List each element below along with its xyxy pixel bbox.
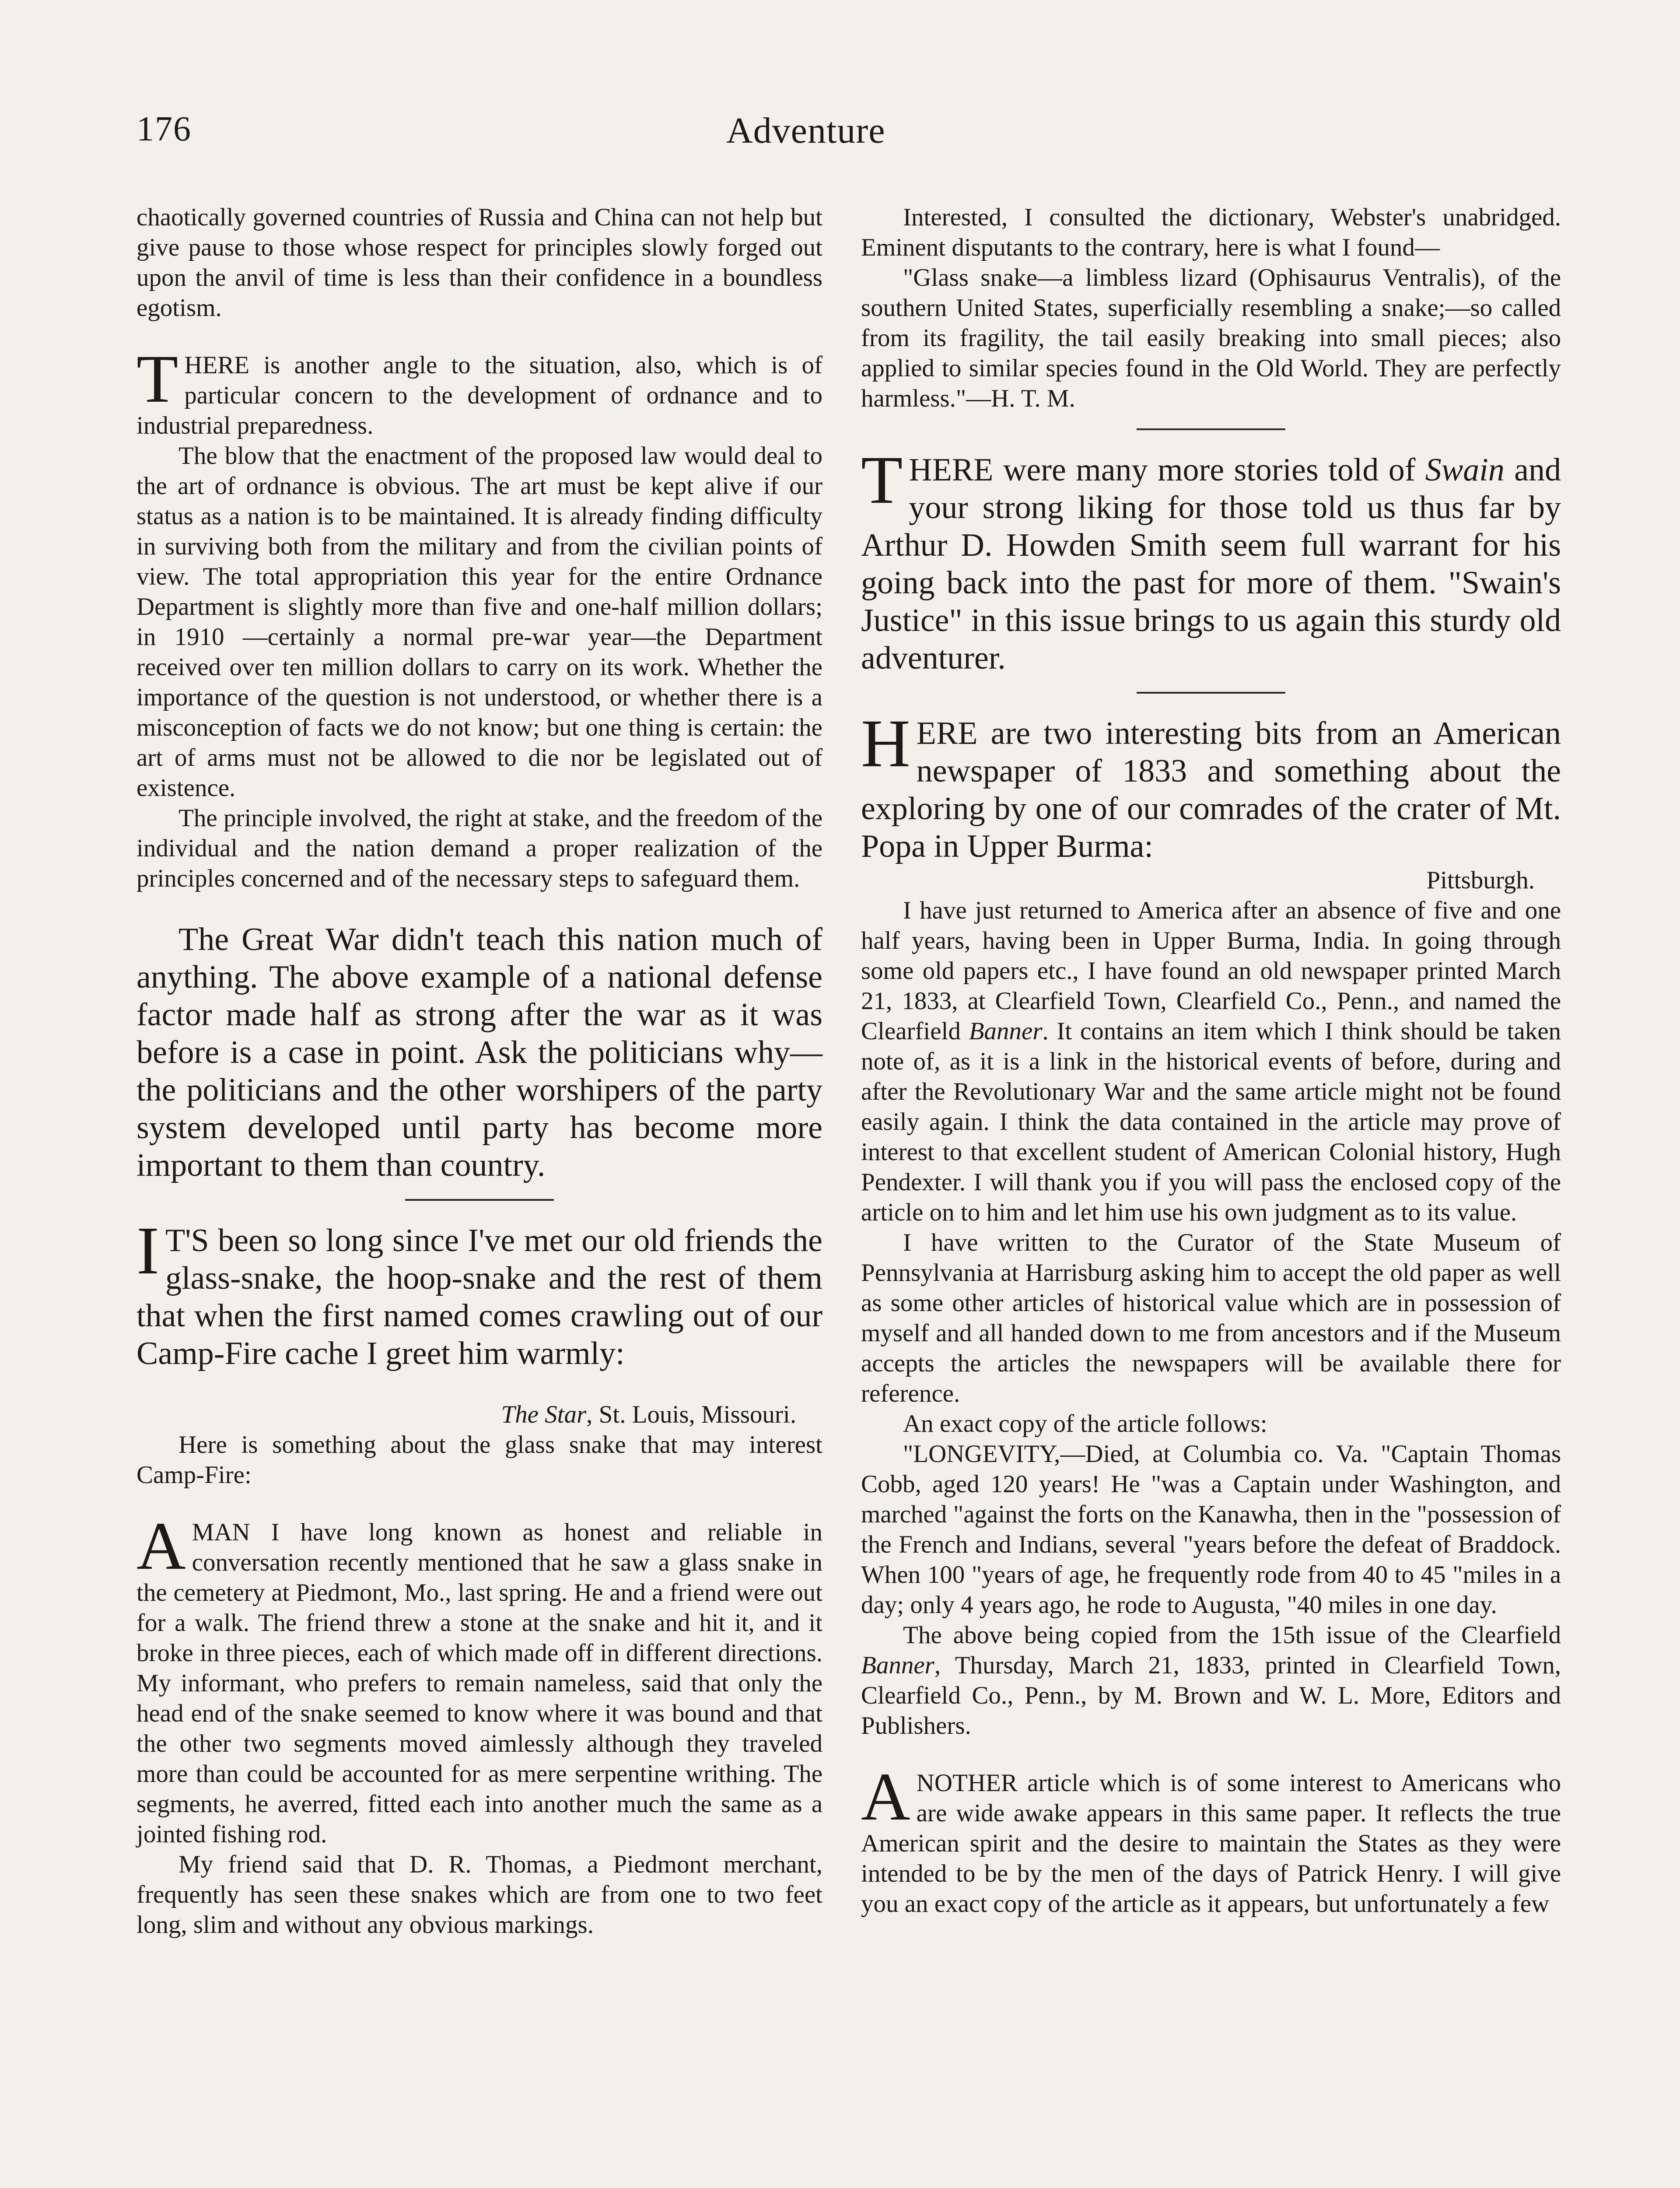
dateline [136,1399,822,1430]
paragraph [136,341,822,441]
quotation: "LONGEVITY,—Died, at Columbia co. Va. "Captain Thomas Cobb, aged 120 years! He "was a Captain under Washington, and marched "against the forts on the Kanawha, then in the "possession of the French and Indians, several "years before the defeat of Braddock. When 100 "years of age, he frequently rode from 40 to 45 "miles in a day; only 4 years ago, he rode to Augusta, "40 miles in one day. [861,1440,1561,1619]
paragraph [136,1508,822,1849]
paragraph-text: HERE were many more stories told of [909,452,1425,488]
page-number: 176 [136,110,192,148]
drop-cap: A [136,1508,186,1584]
paragraph: I have written to the Curator of the State Museum of Pennsylvania at Harrisburg asking him to accept the old paper as well as some other articles of historical value which are in possession of myself and all handed down to me from ancestors and if the Museum accepts the articles the newspapers will be available there for reference. [861,1229,1561,1407]
editorial-paragraph: The Great War didn't teach this nation much of anything. The above example of a national defense factor made half as strong after the war as it was before is a case in point. Ask the politicians why—the politicians and the other worshipers of the party system developed until party has become more important to them than country. [136,922,822,1183]
paragraph-text: MAN I have long known as honest and reliable in conversation recently mentioned that he saw a glass snake in the cemetery at Piedmont, Mo., last spring. He and a friend were out for a walk. The friend threw a stone at the snake and hit it, and it broke in three pieces, each of which made off in different directions. My informant, who prefers to remain nameless, said that only the head end of the snake seemed to know where it was bound and that the other two segments moved aimlessly although they traveled more than could be accounted for as mere serpentine writhing. The segments, he averred, fitted each into another much the same as a jointed fishing rod. [136,1518,822,1848]
magazine-title: Adventure [726,110,886,151]
dateline-place: , St. Louis, Missouri. [586,1401,796,1428]
paragraph-text: I have just returned to America after an absence of five and one half years, having been in Upper Burma, India. In going through some old papers etc., I have found an old newspaper printed March 21, 1833, at Clearfield Town, Clearfield Co., Penn., and named the Clearfield [861,897,1561,1045]
drop-cap: H [861,705,910,781]
paragraph: The principle involved, the right at stake, and the freedom of the individual and the nation demand a proper realization of the principles concerned and of the necessary steps to safeguard them. [136,804,822,892]
italic-name: Banner [861,1652,934,1679]
left-column [136,202,822,1940]
paragraph-text: The above being copied from the 15th issue of the Clearfield [903,1621,1561,1649]
paragraph-text: . It contains an item which I think should be taken note of, as it is a link in the historical events of before, during and after the Revolutionary War and the same article might not be found easily again. I think the data contained in the article may prove of interest to that excellent student of American Colonial history, Hugh Pendexter. I will thank you if you will pass the enclosed copy of the article on to him and let him use his own judgment as to its value. [861,1017,1561,1226]
paragraph [861,1759,1561,1919]
paragraph-text: HERE is another angle to the situation, also, which is of particular concern to the development of ordnance and to industrial preparedness. [136,351,822,439]
paragraph: Interested, I consulted the dictionary, Webster's unabridged. Eminent disputants to the contrary, here is what I found— [861,203,1561,261]
drop-cap: T [136,341,178,417]
paragraph: Here is something about the glass snake that may interest Camp-Fire: [136,1431,822,1489]
editorial-paragraph [861,705,1561,865]
quotation: "Glass snake—a limbless lizard (Ophisaurus Ventralis), of the southern United States, superficially resembling a snake;—so called from its fragility, the tail easily breaking into small pieces; also applied to similar species found in the Old World. They are perfectly harmless."—H. T. M. [861,264,1561,412]
paragraph: The blow that the enactment of the proposed law would deal to the art of ordnance is obvious. The art must be kept alive if our status as a nation is to be maintained. It is already finding difficulty in surviving both from the military and from the civilian points of view. The total appropriation this year for the entire Ordnance Department is slightly more than five and one-half million dollars; in 1910 —certainly a normal pre-war year—the Department received over ten million dollars to carry on its work. Whether the importance of the question is not understood, or whether there is a misconception of facts we do not know; but one thing is certain: the art of arms must not be allowed to die nor be legislated out of existence. [136,442,822,802]
paragraph: An exact copy of the article follows: [903,1410,1267,1438]
paragraph: chaotically governed countries of Russia and China can not help but give pause to those whose respect for principles slowly forged out upon the anvil of time is less than their confidence in a boundless egotism. [136,203,822,322]
drop-cap: T [861,442,903,518]
editorial-paragraph [861,442,1561,677]
paragraph [861,895,1561,1227]
editorial-paragraph [136,1213,822,1372]
paragraph [861,1620,1561,1741]
paragraph-text: T'S been so long since I've met our old friends the glass-snake, the hoop-snake and the rest of them that when the first named comes crawling out of our Camp-Fire cache I greet him warmly: [136,1223,822,1371]
paragraph: My friend said that D. R. Thomas, a Piedmont merchant, frequently has seen these snakes which are from one to two feet long, slim and without any obvious markings. [136,1851,822,1939]
dateline-publication: The Star [501,1401,587,1428]
paragraph-text: , Thursday, March 21, 1833, printed in Clearfield Town, Clearfield Co., Penn., by M. Brown and W. L. More, Editors and Publishers. [861,1652,1561,1739]
italic-name: Swain [1425,452,1505,488]
drop-cap: A [861,1759,910,1834]
dateline: Pittsburgh. [1426,866,1535,894]
section-divider [1137,428,1285,430]
section-divider [405,1199,554,1201]
section-divider [1137,692,1285,694]
right-column [861,202,1561,1919]
drop-cap: I [136,1213,159,1288]
paragraph-text: NOTHER article which is of some interest to Americans who are wide awake appears in this same paper. It reflects the true American spirit and the desire to maintain the States as they were intended to be by the men of the days of Patrick Henry. I will give you an exact copy of the article as it appears, but unfortunately a few [861,1769,1561,1918]
paragraph-text: and your strong liking for those told us thus far by Arthur D. Howden Smith seem full warrant for his going back into the past for more of them. "Swain's Justice" in this issue brings to us again this sturdy old adventurer. [861,452,1561,676]
italic-name: Banner [969,1017,1043,1045]
paragraph-text: ERE are two interesting bits from an American newspaper of 1833 and something about the exploring by one of our comrades of the crater of Mt. Popa in Upper Burma: [861,715,1561,864]
